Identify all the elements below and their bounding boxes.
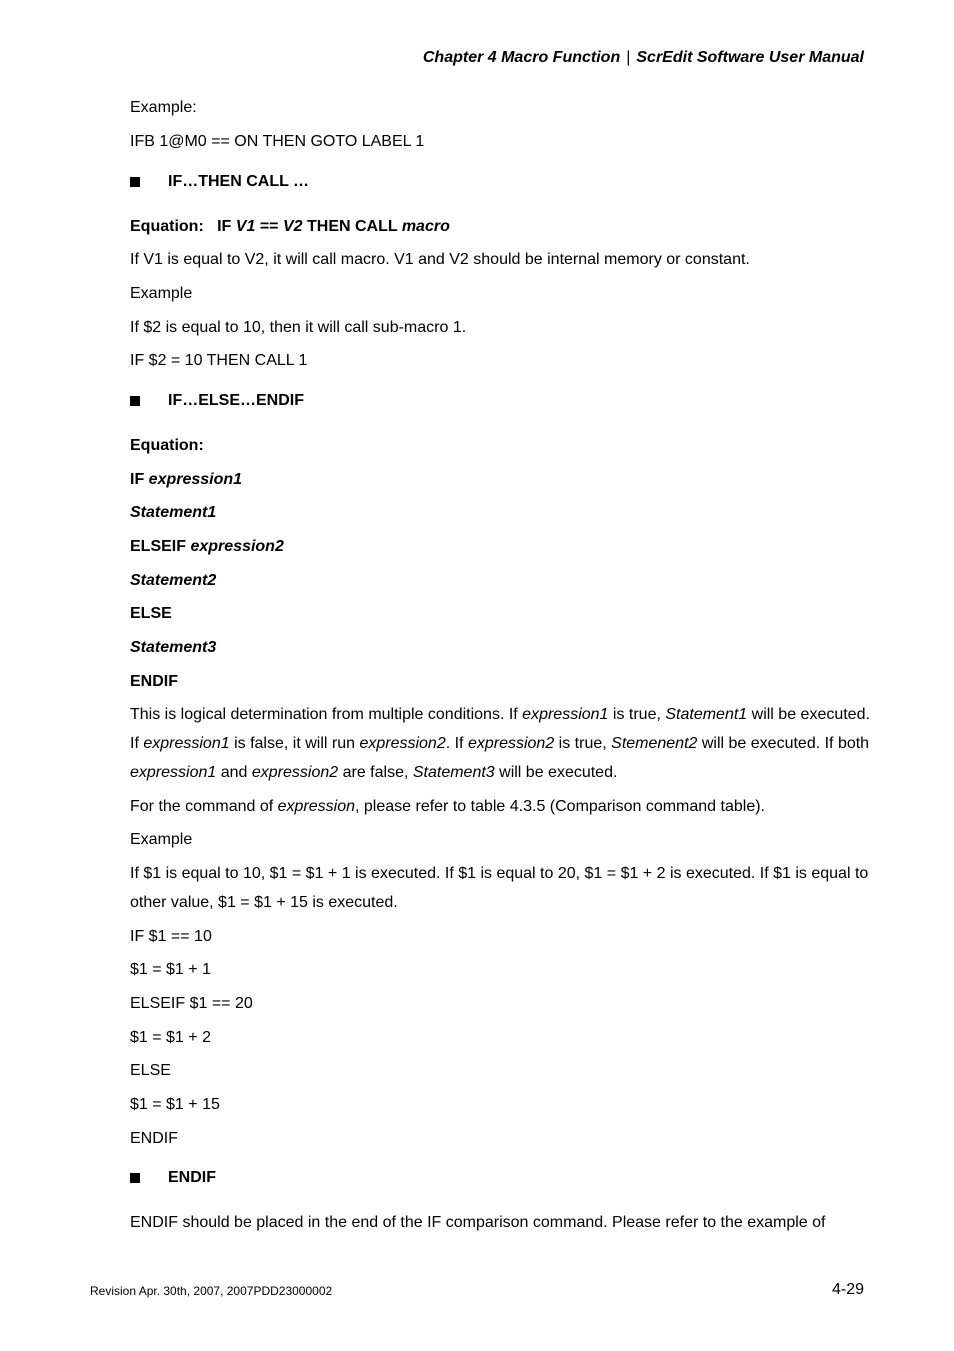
explanation-term: expression1 [130,764,217,781]
syntax-statement1: Statement1 [130,504,217,521]
intro-example-code: IFB 1@M0 == ON THEN GOTO LABEL 1 [130,133,425,150]
page-number: 4-29 [831,1281,864,1298]
explanation-text: is true, [608,706,666,723]
explanation-text: will be executed. [494,764,618,781]
code-line: IF $1 == 10 [130,928,212,945]
explanation-term: expression1 [522,706,609,723]
explanation-term: expression2 [467,735,555,752]
syntax-if-keyword: IF [130,471,145,488]
syntax-elseif-keyword: ELSEIF [130,538,187,555]
equation-op: == [259,218,279,235]
bullet-square-icon [130,396,140,406]
explanation-text: is true, [554,735,612,752]
explanation-term: expression2 [359,735,446,752]
syntax-endif-keyword: ENDIF [130,673,178,690]
explanation-text: is false, it will run [229,735,360,752]
section-call-example-label: Example [130,285,193,302]
equation-v2: V2 [282,218,303,235]
equation-label: Equation: [130,218,204,235]
code-line: $1 = $1 + 1 [130,961,211,978]
reference-text: For the command of [130,798,278,815]
equation-if: IF [217,218,232,235]
footer-revision: Revision Apr. 30th, 2007, 2007PDD23000002 [90,1284,333,1298]
section-else-explanation [130,700,870,787]
code-line: ENDIF [130,1130,178,1147]
code-line: ELSEIF $1 == 20 [130,995,253,1012]
syntax-else-keyword: ELSE [130,605,172,622]
section-call-example-code: IF $2 = 10 THEN CALL 1 [130,352,308,369]
explanation-text: This is logical determination from multiple conditions. If [130,706,523,723]
syntax-statement2: Statement2 [130,572,217,589]
syntax-expression2: expression2 [190,538,284,555]
equation-then-call: THEN CALL [306,218,398,235]
code-line: $1 = $1 + 15 [130,1096,220,1113]
running-header [423,49,864,67]
explanation-text: will be executed. If both [697,735,870,752]
bullet-square-icon [130,177,140,187]
syntax-elseif-line [130,537,864,557]
bullet-square-icon [130,1173,140,1183]
explanation-term: Stemenent2 [611,735,698,752]
code-line: $1 = $1 + 2 [130,1029,211,1046]
header-separator: | [626,49,631,66]
section-call-title: IF…THEN CALL … [168,173,310,190]
explanation-term: Statement3 [412,764,495,781]
section-call-description: If V1 is equal to V2, it will call macro. V1 and V2 should be internal memory or constant. [130,251,750,268]
section-endif-description: ENDIF should be placed in the end of the IF comparison command. Please refer to the example of [130,1214,826,1231]
syntax-if-line [130,470,864,490]
equation-macro: macro [401,218,450,235]
section-endif-title: ENDIF [168,1169,216,1186]
explanation-text: and [216,764,252,781]
intro-example-label: Example: [130,99,197,116]
code-line: ELSE [130,1062,171,1079]
section-call-equation [130,217,864,237]
syntax-expression1: expression1 [148,471,243,488]
section-else-equation-label: Equation: [130,437,204,454]
syntax-statement3: Statement3 [130,639,217,656]
section-call-example-desc: If $2 is equal to 10, then it will call sub-macro 1. [130,319,467,336]
header-chapter: Chapter 4 Macro Function [422,49,621,66]
explanation-term: expression1 [143,735,230,752]
section-else-example-desc: If $1 is equal to 10, $1 = $1 + 1 is executed. If $1 is equal to 20, $1 = $1 + 2 is executed. If $1 is equal to other value, $1 = $1 + 15 is executed. [130,865,869,911]
header-manual-title: ScrEdit Software User Manual [636,49,864,66]
explanation-term: Statement1 [665,706,748,723]
explanation-text: will be executed. If [130,706,870,752]
explanation-text: . If [445,735,468,752]
reference-text: , please refer to table 4.3.5 (Comparison command table). [355,798,765,815]
explanation-term: expression2 [251,764,339,781]
section-else-title: IF…ELSE…ENDIF [168,392,305,409]
equation-v1: V1 [235,218,256,235]
explanation-text: are false, [338,764,413,781]
section-else-reference [130,797,864,817]
reference-term: expression [277,798,355,815]
section-else-example-label: Example [130,831,193,848]
